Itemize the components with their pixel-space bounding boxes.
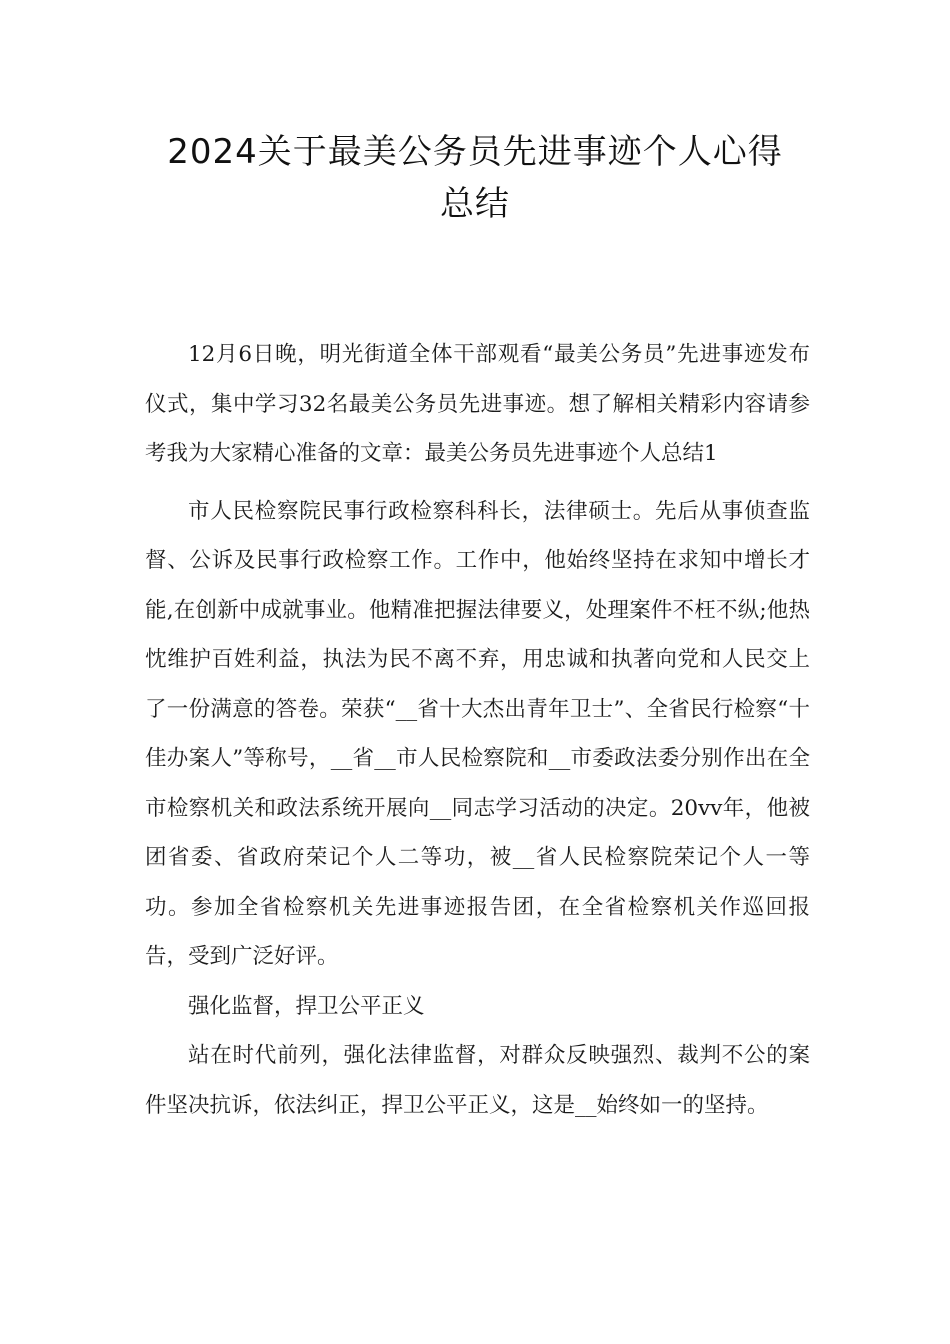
document-title-line-1: 2024关于最美公务员先进事迹个人心得 <box>167 132 783 172</box>
paragraph-profile: 市人民检察院民事行政检察科科长，法律硕士。先后从事侦查监督、公诉及民事行政检察工作。工作中，他始终坚持在求知中增长才能,在创新中成就事业。他精准把握法律要义，处理案件不枉不纵;他热忱维护百姓利益，执法为民不离不弃，用忠诚和执著向党和人民交上了一份满意的答卷。荣获“__省十大杰出青年卫士”、全省民行检察“十佳办案人”等称号，__省__市人民检察院和__市委政法委分别作出在全市检察机关和政法系统开展向__同志学习活动的决定。20vv年，他被团省委、省政府荣记个人二等功，被__省人民检察院荣记个人一等功。参加全省检察机关先进事迹报告团，在全省检察机关作巡回报告，受到广泛好评。 <box>145 498 810 969</box>
paragraph-section-body: 站在时代前列，强化法律监督，对群众反映强烈、裁判不公的案件坚决抗诉，依法纠正，捍卫公平正义，这是__始终如一的坚持。 <box>145 1043 810 1118</box>
paragraph-intro: 12月6日晚，明光街道全体干部观看“最美公务员”先进事迹发布仪式，集中学习32名最美公务员先进事迹。想了解相关精彩内容请参考我为大家精心准备的文章：最美公务员先进事迹个人总结1 <box>145 342 810 466</box>
document-body <box>145 330 810 1130</box>
document-title <box>120 126 830 230</box>
document-title-line-2: 总结 <box>440 184 510 224</box>
section-heading: 强化监督，捍卫公平正义 <box>188 993 425 1019</box>
